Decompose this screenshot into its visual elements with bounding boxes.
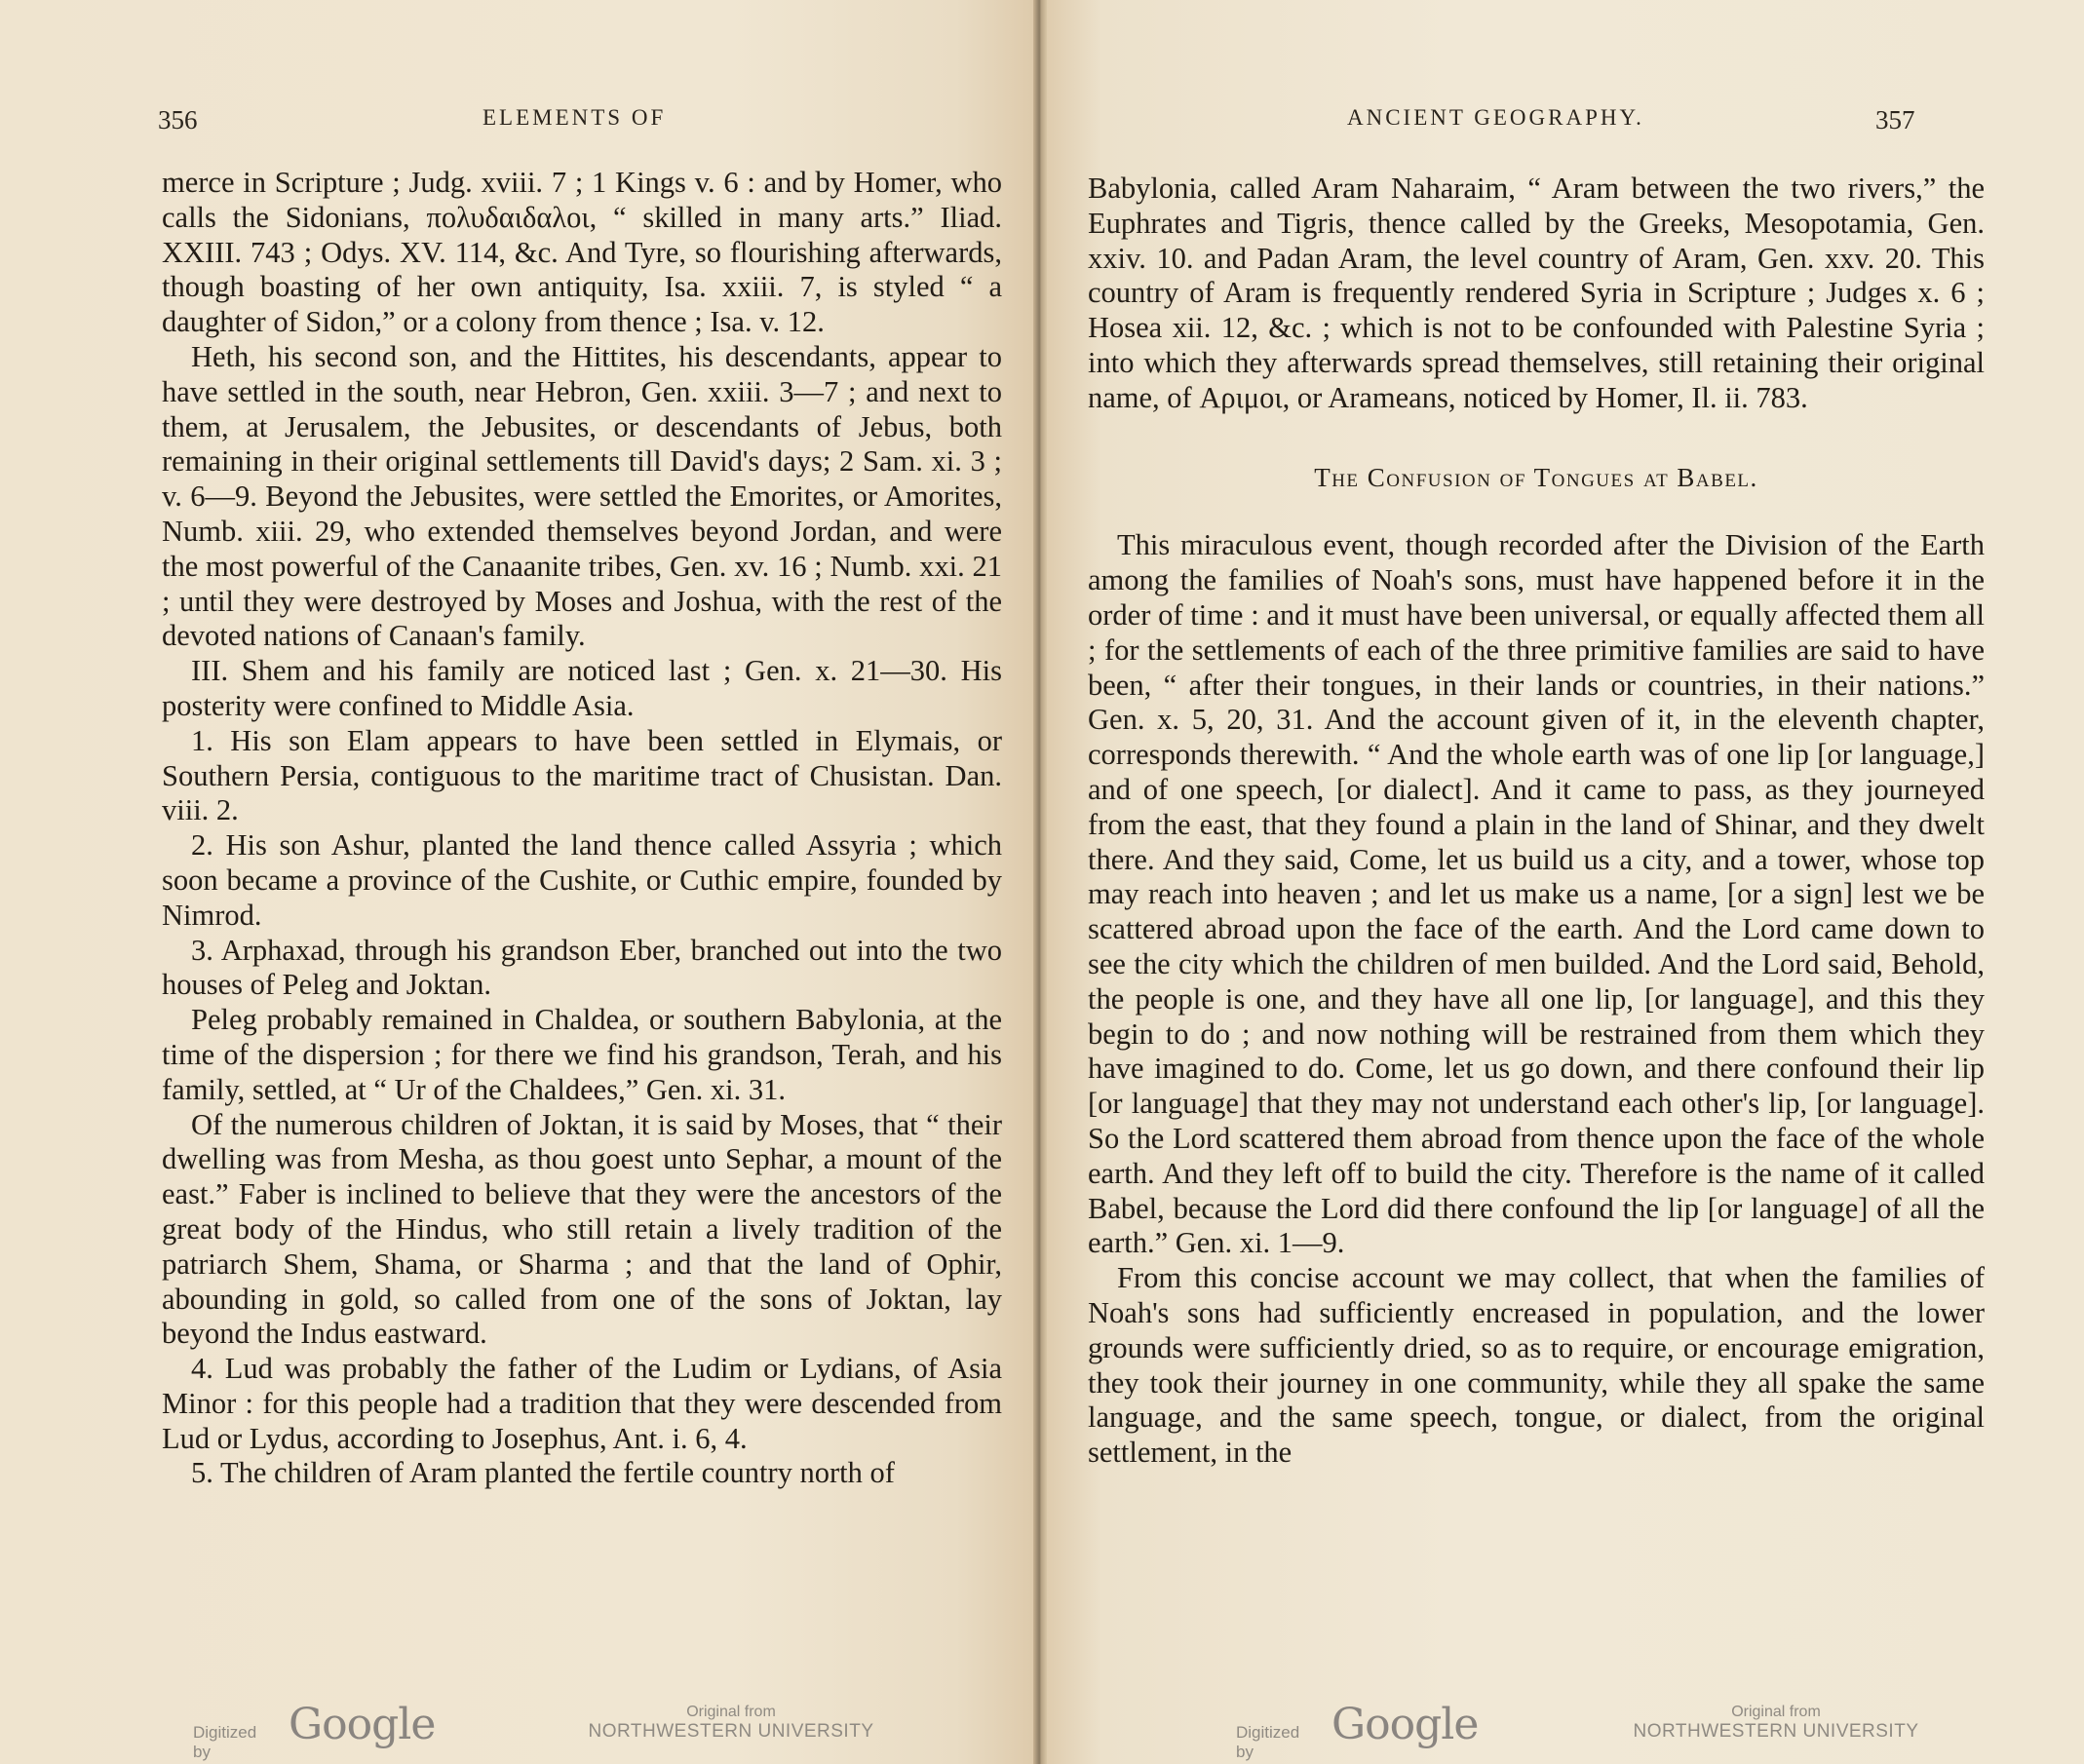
paragraph: merce in Scripture ; Judg. xviii. 7 ; 1 Kings v. 6 : and by Homer, who calls the Sidonians, πολυδαιδαλοι, “ skilled in many arts.” Iliad. XXIII. 743 ; Odys. XV. 114, &c. And Tyre, so flourishing afterwards, though boasting of her own antiquity, Isa. xxiii. 7, is styled “ a daughter of Sidon,” or a colony from thence ; Isa. v. 12. <box>162 166 1002 339</box>
google-logo: Google <box>1331 1700 1479 1749</box>
right-body-text <box>1088 172 1985 1471</box>
digitized-label: Digitized by <box>1236 1723 1300 1761</box>
original-from-label: Original from <box>686 1704 776 1720</box>
digitized-label: Digitized by <box>193 1723 257 1761</box>
paragraph: 5. The children of Aram planted the fertile country north of <box>191 1456 895 1490</box>
page-number: 356 <box>158 105 198 134</box>
paragraph: Heth, his second son, and the Hittites, his descendants, appear to have settled in the south, near Hebron, Gen. xxiii. 3—7 ; and next to them, at Jerusalem, the Jebusites, or descendants of Jebus, both remaining in their original settlements till David's days; 2 Sam. xi. 3 ; v. 6—9. Beyond the Jebusites, were settled the Emorites, or Amorites, Numb. xiii. 29, who extended themselves beyond Jordan, and were the most powerful of the Canaanite tribes, Gen. xv. 16 ; Numb. xxi. 21 ; until they were destroyed by Moses and Joshua, with the rest of the devoted nations of Canaan's family. <box>162 339 1002 653</box>
google-logo: Google <box>289 1700 436 1749</box>
institution-name: NORTHWESTERN UNIVERSITY <box>588 1721 874 1742</box>
right-page <box>1039 0 2084 1764</box>
paragraph: This miraculous event, though recorded after the Division of the Earth among the families of Noah's sons, must have happened before it in the order of time : and it must have been universal, or equally affected them all ; for the settlements of each of the three primitive families are said to have been, “ after their tongues, in their lands or countries, in their nations.” Gen. x. 5, 20, 31. And the account given of it, in the eleventh chapter, corresponds therewith. “ And the whole earth was of one lip [or language,] and of one speech, [or dialect]. And it came to pass, as they journeyed from the east, that they found a plain in the land of Shinar, and they dwelt there. And they said, Come, let us build us a city, and a tower, whose top may reach into heaven ; and let us make us a name, [or a sign] lest we be scattered abroad upon the face of the earth. And the Lord came down to see the city which the children of men builded. And the Lord said, Behold, the people is one, and they have all one lip, [or language], and this they begin to do ; and now nothing will be restrained from them which they have imagined to do. Come, let us go down, and there confound their lip [or language] that they may not understand each other's lip, [or language]. So the Lord scattered them abroad from thence upon the face of the whole earth. And they left off to build the city. Therefore is the name of it called Babel, because the Lord did there confound the lip [or language] of all the earth.” Gen. xi. 1—9. <box>1088 528 1985 1260</box>
book-gutter <box>1033 0 1047 1764</box>
paragraph: Babylonia, called Aram Naharaim, “ Aram between the two rivers,” the Euphrates and Tigris, thence called by the Greeks, Mesopotamia, Gen. xxiv. 10. and Padan Aram, the level country of Aram, Gen. xxv. 20. This country of Aram is frequently rendered Syria in Scripture ; Judges x. 6 ; Hosea xii. 12, &c. ; which is not to be confounded with Palestine Syria ; into which they afterwards spread themselves, still retaining their original name, of Αριμοι, or Arameans, noticed by Homer, Il. ii. 783. <box>1088 172 1985 414</box>
paragraph: Peleg probably remained in Chaldea, or southern Babylonia, at the time of the dispersion ; for there we find his grandson, Terah, and his family, settled, at “ Ur of the Chaldees,” Gen. xi. 31. <box>162 1003 1002 1106</box>
original-from-block <box>585 1704 877 1743</box>
left-page <box>0 0 1039 1764</box>
paragraph: Of the numerous children of Joktan, it is said by Moses, that “ their dwelling was from Mesha, as thou goest unto Sephar, a mount of the east.” Faber is inclined to believe that they were the ancestors of the great body of the Hindus, who still retain a lively tradition of the patriarch Shem, Shama, or Sharma ; and that the land of Ophir, abounding in gold, so called from one of the sons of Joktan, lay beyond the Indus eastward. <box>162 1107 1002 1351</box>
paragraph: 2. His son Ashur, planted the land thence called Assyria ; which soon became a province of the Cushite, or Cuthic empire, founded by Nimrod. <box>162 828 1002 932</box>
paragraph: III. Shem and his family are noticed last ; Gen. x. 21—30. His posterity were confined to Middle Asia. <box>162 654 1002 722</box>
paragraph: 1. His son Elam appears to have been settled in Elymais, or Southern Persia, contiguous to the maritime tract of Chusistan. Dan. viii. 2. <box>162 723 1002 827</box>
original-from-label: Original from <box>1731 1704 1821 1720</box>
paragraph: 4. Lud was probably the father of the Ludim or Lydians, of Asia Minor : for this people had a tradition that they were descended from Lud or Lydus, according to Josephus, Ant. i. 6, 4. <box>162 1352 1002 1455</box>
paragraph: 3. Arphaxad, through his grandson Eber, branched out into the two houses of Peleg and Joktan. <box>162 933 1002 1002</box>
section-title: The Confusion of Tongues at Babel. <box>1314 462 1758 492</box>
original-from-block <box>1630 1704 1922 1743</box>
left-body-text <box>162 166 1002 1491</box>
page-number: 357 <box>1875 105 1915 134</box>
paragraph: From this concise account we may collect, that when the families of Noah's sons had sufficiently encreased in population, and the lower grounds were sufficiently dried, so as to require, or encourage emigration, they took their journey in one community, while they all spake the same language, and the same speech, tongue, or dialect, from the original settlement, in the <box>1088 1261 1985 1470</box>
running-head: ANCIENT GEOGRAPHY. <box>1347 105 1644 130</box>
institution-name: NORTHWESTERN UNIVERSITY <box>1633 1721 1919 1742</box>
running-head: ELEMENTS OF <box>482 105 667 130</box>
